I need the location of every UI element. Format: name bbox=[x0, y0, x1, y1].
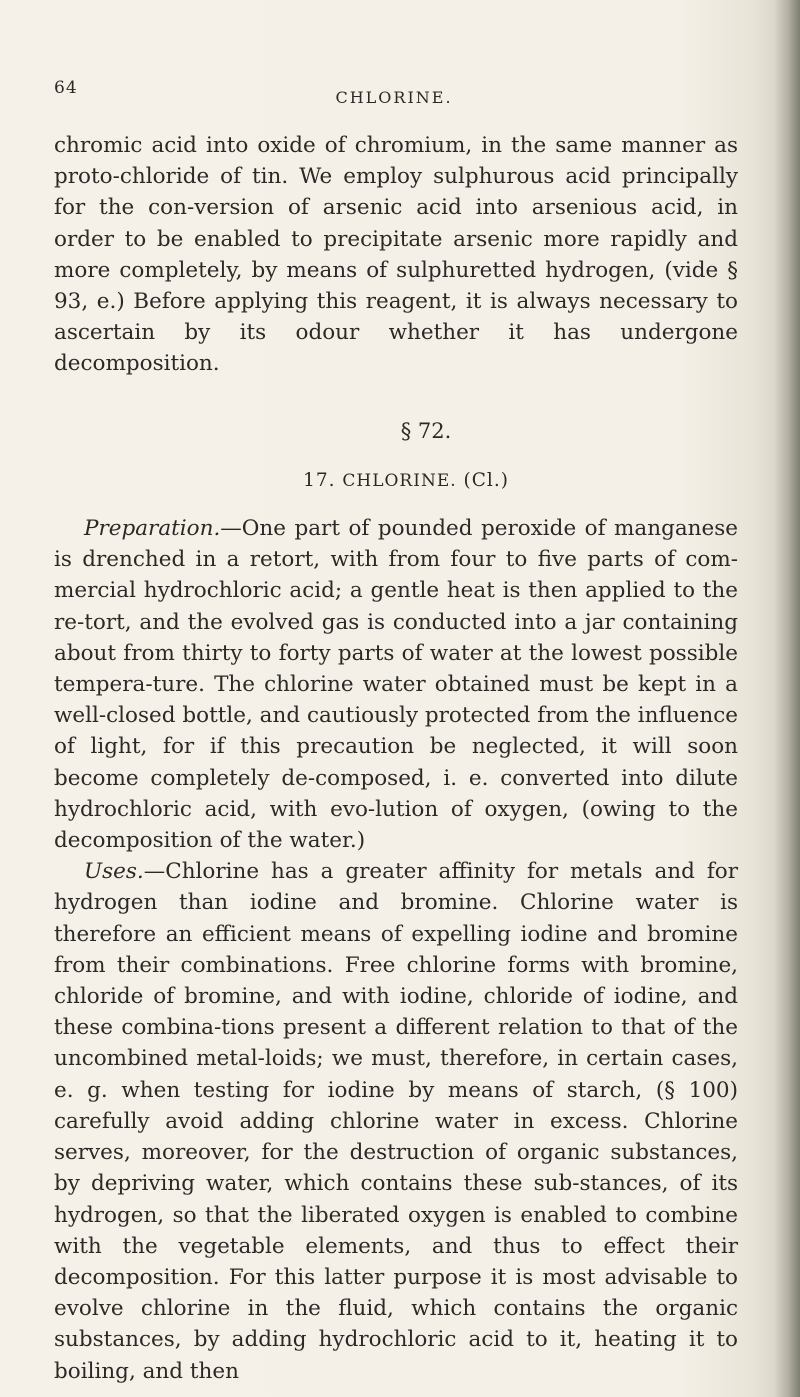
page-header bbox=[54, 78, 734, 108]
page-binding-edge bbox=[774, 0, 800, 1397]
section-title: CHLORINE. bbox=[342, 470, 457, 491]
uses-text: —Chlorine has a greater affinity for metals and for hydrogen than iodine and bromine. Chlorine water is therefore an efficient means of expelling iodine and bromine from their combinations. Free chlorine forms with bromine, chloride of bromine, and with iodine, chloride of iodine, and these combina-tions present a different relation to that of the uncombined metal-loids; we must, therefore, in certain cases, e. g. when testing for iodine by means of starch, (§ 100) carefully avoid adding chlorine water in excess. Chlorine serves, moreover, for the destruction of organic substances, by depriving water, which contains these sub-stances, of its hydrogen, so that the liberated oxygen is enabled to combine with the vegetable elements, and thus to effect their decomposition. For this latter purpose it is most advisable to evolve chlorine in the fluid, which contains the organic substances, by adding hydrochloric acid to it, heating it to boiling, and then bbox=[54, 859, 738, 1384]
uses-label: Uses. bbox=[84, 859, 144, 885]
preparation-label: Preparation. bbox=[84, 516, 221, 542]
running-head: CHLORINE. bbox=[335, 88, 453, 107]
intro-paragraph: chromic acid into oxide of chromium, in the same manner as proto-chloride of tin. We employ sulphurous acid principally for the con-version of arsenic acid into arsenious acid, in order to be enabled to precipitate arsenic more rapidly and more completely, by means of sulphuretted hydrogen, (vide § 93, e.) Before applying this reagent, it is always necessary to ascertain by its odour whether it has undergone decomposition. bbox=[54, 133, 738, 377]
preparation-paragraph bbox=[54, 513, 738, 856]
section-heading bbox=[54, 465, 738, 497]
section-mark: § 72. bbox=[400, 418, 452, 443]
body-text bbox=[54, 130, 738, 1387]
chemical-formula: (Cl.) bbox=[463, 469, 509, 491]
uses-paragraph bbox=[54, 856, 738, 1386]
page-number: 64 bbox=[54, 78, 78, 98]
section-number: 17. bbox=[303, 469, 336, 491]
preparation-text: —One part of pounded peroxide of manganese is drenched in a retort, with from four to five parts of com-mercial hydrochloric acid; a gentle heat is then applied to the re-tort, and the evolved gas is conducted into a jar containing about from thirty to forty parts of water at the lowest possible tempera-ture. The chlorine water obtained must be kept in a well-closed bottle, and cautiously protected from the influence of light, for if this precaution be neglected, it will soon become completely de-composed, i. e. converted into dilute hydrochloric acid, with evo-lution of oxygen, (owing to the decomposition of the water.) bbox=[54, 516, 738, 854]
